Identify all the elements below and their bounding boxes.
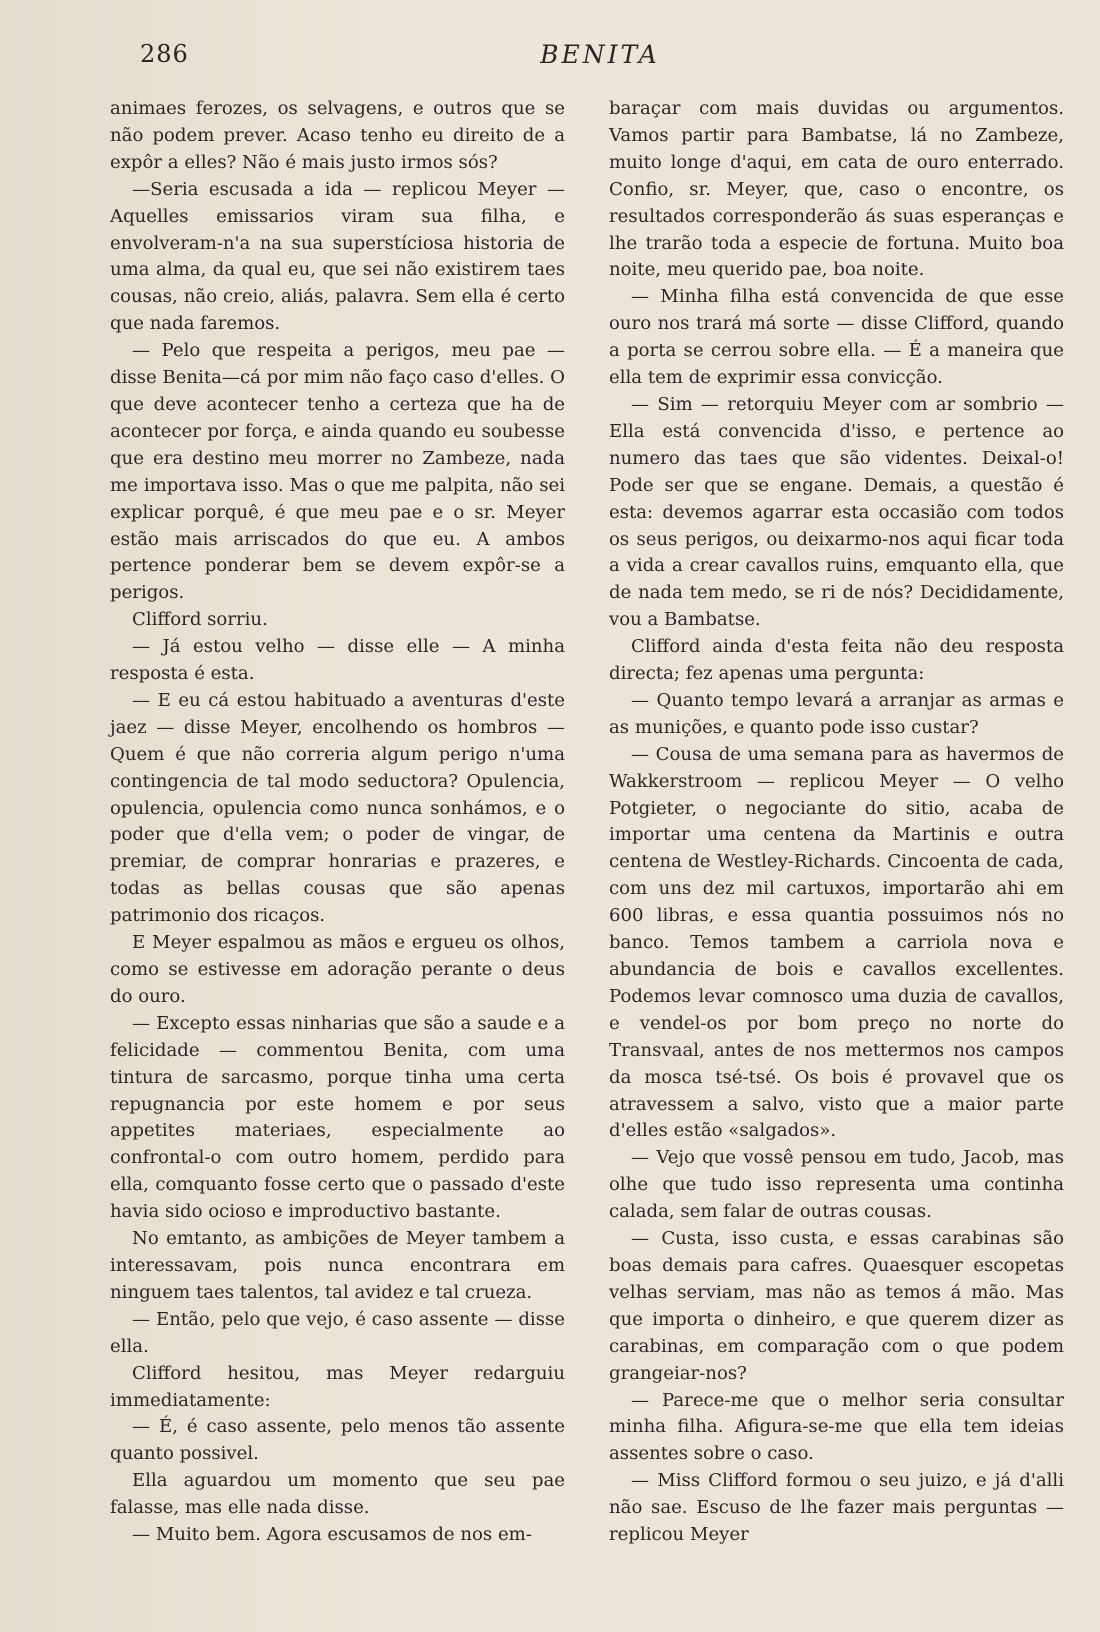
right-column <box>609 96 1064 1549</box>
paragraph: E Meyer espalmou as mãos e ergueu os olhos, como se estivesse em adoração perante o deus do ouro. <box>110 932 565 1007</box>
paragraph: — Minha filha está convencida de que esse ouro nos trará má sorte — disse Clifford, quando a porta se cerrou sobre ella. — É a maneira que ella tem de exprimir essa convicção. <box>609 286 1064 389</box>
paragraph: Ella aguardou um momento que seu pae falasse, mas elle nada disse. <box>110 1470 565 1519</box>
paragraph: — Custa, isso custa, e essas carabinas são boas demais para cafres. Quaesquer escopetas velhas serviam, mas não as temos á mão. Mas que importa o dinheiro, e que querem dizer as carabinas, em comparação com o que podem grangeiar-nos? <box>609 1228 1064 1384</box>
paragraph: — Sim — retorquiu Meyer com ar sombrio — Ella está convencida d'isso, e pertence ao numero das taes que são videntes. Deixal-o! Pode ser que se engane. Demais, a questão é esta: devemos agarrar esta occasião com todos os seus perigos, ou deixarmo-nos aqui ficar toda a vida a crear cavallos ruins, emquanto ella, que de nada tem medo, se ri de nós? Decididamente, vou a Bambatse. <box>609 393 1064 631</box>
paragraph: Clifford hesitou, mas Meyer redarguiu immediatamente: <box>110 1362 565 1411</box>
paragraph: — Muito bem. Agora escusamos de nos em- <box>132 1524 532 1546</box>
paragraph: — Quanto tempo levará a arranjar as armas e as munições, e quanto pode isso custar? <box>609 689 1064 738</box>
paragraph: Clifford ainda d'esta feita não deu resposta directa; fez apenas uma pergunta: <box>609 636 1064 685</box>
paragraph: animaes ferozes, os selvagens, e outros que se não podem prever. Acaso tenho eu direito de a expôr a elles? Não é mais justo irmos sós? <box>110 98 565 173</box>
paragraph: baraçar com mais duvidas ou argumentos. Vamos partir para Bambatse, lá no Zambeze, muito longe d'aqui, em cata de ouro enterrado. Confio, sr. Meyer, que, caso o encontre, os resultados corresponderão ás suas esperanças e lhe trarão toda a especie de fortuna. Muito boa noite, meu querido pae, boa noite. <box>609 98 1064 281</box>
paragraph: — Vejo que vossê pensou em tudo, Jacob, mas olhe que tudo isso representa uma continha calada, sem falar de outras cousas. <box>609 1147 1064 1223</box>
paragraph: — Já estou velho — disse elle — A minha resposta é esta. <box>110 636 565 685</box>
paragraph: — Miss Clifford formou o seu juizo, e já d'alli não sae. Escuso de lhe fazer mais perguntas — replicou Meyer <box>609 1470 1064 1546</box>
paragraph: — Excepto essas ninharias que são a saude e a felicidade — commentou Benita, com uma tintura de sarcasmo, porque tinha uma certa repugnancia por este homem e por seus appetites materiaes, especialmente ao confrontal-o com outro homem, perdido para ella, comquanto fosse certo que o passado d'este havia sido ocioso e improductivo bastante. <box>110 1012 565 1223</box>
paragraph: —Seria escusada a ida — replicou Meyer — Aquelles emissarios viram sua filha, e envolveram-n'a na sua superstíciosa historia de uma alma, da qual eu, que sei não existirem taes cousas, não creio, aliás, palavra. Sem ella é certo que nada faremos. <box>110 178 565 335</box>
paragraph: — E eu cá estou habituado a aventuras d'este jaez — disse Meyer, encolhendo os hombros — Quem é que não correria algum perigo n'uma contingencia de tal modo seductora? Opulencia, opulencia, opulencia como nunca sonhámos, e o poder que d'ella vem; o poder de vingar, de premiar, de comprar honrarias e prazeres, e todas as bellas cousas que são apenas patrimonio dos ricaços. <box>110 689 565 927</box>
paragraph: — É, é caso assente, pelo menos tão assente quanto possivel. <box>110 1416 565 1465</box>
paragraph: — Então, pelo que vejo, é caso assente — disse ella. <box>110 1308 565 1357</box>
running-title: BENITA <box>540 40 660 69</box>
page-number: 286 <box>140 40 189 68</box>
paragraph: — Cousa de uma semana para as havermos de Wakkerstroom — replicou Meyer — O velho Potgieter, o negociante do sitio, acaba de importar uma centena da Martinis e outra centena de Westley-Richards. Cincoenta de cada, com uns dez mil cartuxos, importarão ahi em 600 libras, e essa quantia possuimos nós no banco. Temos tambem a carriola nova e abundancia de bois e cavallos excellentes. Podemos levar comnosco uma duzia de cavallos, e vendel-os por bom preço no norte do Transvaal, antes de nos mettermos nos campos da mosca tsé-tsé. Os bois é provavel que os atravessem a salvo, visto que a maior parte d'elles estão «salgados». <box>609 743 1064 1142</box>
paragraph: No emtanto, as ambições de Meyer tambem a interessavam, pois nunca encontrara em ninguem taes talentos, tal avidez e tal crueza. <box>110 1228 565 1303</box>
paragraph: Clifford sorriu. <box>132 609 268 631</box>
paragraph: — Parece-me que o melhor seria consultar minha filha. Afigura-se-me que ella tem ideias assentes sobre o caso. <box>609 1389 1064 1465</box>
paragraph: — Pelo que respeita a perigos, meu pae — disse Benita—cá por mim não faço caso d'elles. O que deve acontecer tenho a certeza que ha de acontecer por força, e ainda quando eu soubesse que era destino meu morrer no Zambeze, nada me importava isso. Mas o que me palpita, não sei explicar porquê, é que meu pae e o sr. Meyer estão mais arriscados do que eu. A ambos pertence ponderar bem se devem expôr-se a perigos. <box>110 340 565 604</box>
left-column <box>110 96 565 1549</box>
